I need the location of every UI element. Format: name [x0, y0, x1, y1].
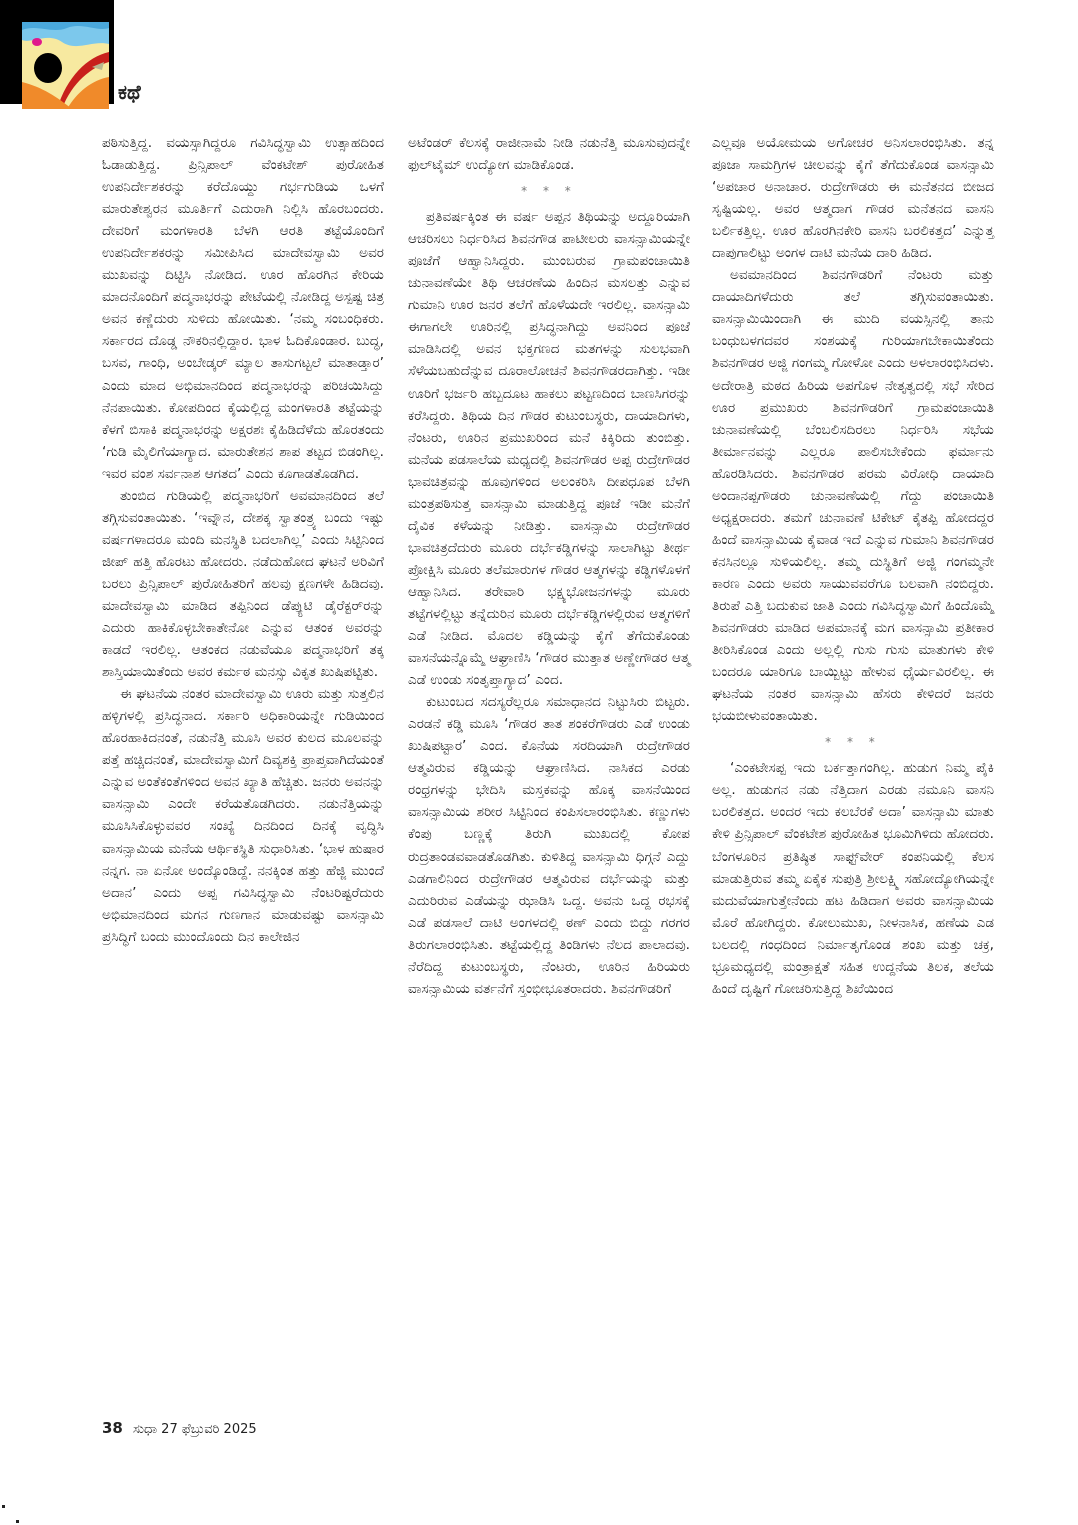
paragraph: ಅವಮಾನದಿಂದ ಶಿವನಗೌಡರಿಗೆ ನೆಂಟರು ಮತ್ತು ದಾಯಾದಿಗಳೆದುರು ತಲೆ ತಗ್ಗಿಸುವಂತಾಯಿತು. ವಾಸನ್ಸಾಮಿಯಿಂದಾಗಿ ಈ ಮುದಿ ವಯಸ್ಸಿನಲ್ಲಿ ತಾನು ಬಂಧುಬಳಗದವರ ಸಂಶಯಕ್ಕೆ ಗುರಿಯಾಗಬೇಕಾಯಿತೆಂದು ಶಿವನಗೌಡರ ಅಜ್ಜಿ ಗಂಗಮ್ಮ ಗೋಳೋ ಎಂದು ಅಳಲಾರಂಭಿಸಿದಳು. ಅದೇರಾತ್ರಿ ಮಠದ ಹಿರಿಯ ಅಪಗೊಳ ನೇತೃತ್ವದಲ್ಲಿ ಸಭೆ ಸೇರಿದ ಊರ ಪ್ರಮುಖರು ಶಿವನಗೌಡರಿಗೆ ಗ್ರಾಮಪಂಚಾಯಿತಿ ಚುನಾವಣೆಯಲ್ಲಿ ಬೆಂಬಲಿಸದಿರಲು ನಿರ್ಧರಿಸಿ ಸಭೆಯ ತೀರ್ಮಾನವನ್ನು ಎಲ್ಲರೂ ಪಾಲಿಸಬೇಕೆಂದು ಫರ್ಮಾನು ಹೊರಡಿಸಿದರು. ಶಿವನಗೌಡರ ಪರಮ ವಿರೋಧಿ ದಾಯಾದಿ ಅಂದಾನಪ್ಪಗೌಡರು ಚುನಾವಣೆಯಲ್ಲಿ ಗೆದ್ದು ಪಂಚಾಯಿತಿ ಅಧ್ಯಕ್ಷರಾದರು. ತಮಗೆ ಚುನಾವಣೆ ಟಿಕೇಟ್ ಕೈತಪ್ಪಿ ಹೋದದ್ದರ ಹಿಂದೆ ವಾಸನ್ಸಾಮಿಯ ಕೈವಾಡ ಇದೆ ಎನ್ನುವ ಗುಮಾನಿ ಶಿವನಗೌಡರ ಕನಸಿನಲ್ಲೂ ಸುಳಿಯಲಿಲ್ಲ. ತಮ್ಮ ದುಸ್ಥಿತಿಗೆ ಅಜ್ಜಿ ಗಂಗಮ್ಮನೇ ಕಾರಣ ಎಂದು ಅವರು ಸಾಯುವವರೆಗೂ ಬಲವಾಗಿ ನಂಬಿದ್ದರು. ತಿರುಪೆ ಎತ್ತಿ ಬದುಕುವ ಜಾತಿ ಎಂದು ಗವಿಸಿದ್ಧಸ್ವಾಮಿಗೆ ಹಿಂದೊಮ್ಮೆ ಶಿವನಗೌಡರು ಮಾಡಿದ ಅಪಮಾನಕ್ಕೆ ಮಗ ವಾಸನ್ಸಾಮಿ ಪ್ರತೀಕಾರ ತೀರಿಸಿಕೊಂಡ ಎಂದು ಅಲ್ಲಲ್ಲಿ ಗುಸು ಗುಸು ಮಾತುಗಳು ಕೇಳಿ ಬಂದರೂ ಯಾರಿಗೂ ಬಾಯ್ಬಿಟ್ಟು ಹೇಳುವ ಧೈರ್ಯವಿರಲಿಲ್ಲ. ಈ ಘಟನೆಯ ನಂತರ ವಾಸನ್ಸಾಮಿ ಹೆಸರು ಕೇಳಿದರೆ ಜನರು ಭಯಬೀಳುವಂತಾಯಿತು. — [712, 267, 994, 725]
article-column-2 — [408, 132, 690, 1000]
section-break-stars: * * * — [521, 184, 577, 199]
page-footer — [102, 1419, 257, 1437]
paragraph: ಕುಟುಂಬದ ಸದಸ್ಯರೆಲ್ಲರೂ ಸಮಾಧಾನದ ನಿಟ್ಟುಸಿರು ಬಿಟ್ಟರು. ಎರಡನೆ ಕಡ್ಡಿ ಮೂಸಿ ‘ಗೌಡರ ತಾತ ಶಂಕರೆಗೌಡರು ಎಡೆ ಉಂಡು ಖುಷಿಪಟ್ಟಾರ’ ಎಂದ. ಕೊನೆಯ ಸರದಿಯಾಗಿ ರುದ್ರೇಗೌಡರ ಆತ್ಮವಿರುವ ಕಡ್ಡಿಯನ್ನು ಆಘ್ರಾಣಿಸಿದ. ನಾಸಿಕದ ಎರಡು ರಂಧ್ರಗಳನ್ನು ಭೇದಿಸಿ ಮಸ್ತಕವನ್ನು ಹೊಕ್ಕ ವಾಸನೆಯಿಂದ ವಾಸನ್ಸಾಮಿಯ ಶರೀರ ಸಿಟ್ಟಿನಿಂದ ಕಂಪಿಸಲಾರಂಭಿಸಿತು. ಕಣ್ಣುಗಳು ಕೆಂಪು ಬಣ್ಣಕ್ಕೆ ತಿರುಗಿ ಮುಖದಲ್ಲಿ ಕೋಪ ರುದ್ರತಾಂಡವವಾಡತೊಡಗಿತು. ಕುಳಿತಿದ್ದ ವಾಸನ್ಸಾಮಿ ಧಿಗ್ಗನೆ ಎದ್ದು ಎಡಗಾಲಿನಿಂದ ರುದ್ರೇಗೌಡರ ಆತ್ಮವಿರುವ ದರ್ಭೆಯನ್ನು ಮತ್ತು ಎದುರಿರುವ ಎಡೆಯನ್ನು ಝಾಡಿಸಿ ಒದ್ದ. ಅವನು ಒದ್ದ ರಭಸಕ್ಕೆ ಎಡೆ ಪಡಸಾಲೆ ದಾಟಿ ಅಂಗಳದಲ್ಲಿ ಠಣ್ ಎಂದು ಬಿದ್ದು ಗರಗರ ತಿರುಗಲಾರಂಭಿಸಿತು. ತಟ್ಟೆಯಲ್ಲಿದ್ದ ತಿಂಡಿಗಳು ನೆಲದ ಪಾಲಾದವು. ನೆರೆದಿದ್ದ ಕುಟುಂಬಸ್ಥರು, ನೆಂಟರು, ಊರಿನ ಹಿರಿಯರು ವಾಸನ್ಸಾಮಿಯ ವರ್ತನೆಗೆ ಸ್ತಂಭೀಭೂತರಾದರು. ಶಿವನಗೌಡರಿಗೆ — [408, 694, 690, 997]
article-column-1 — [102, 132, 384, 948]
paragraph: ಎಲ್ಲವೂ ಅಯೋಮಯ ಅಗೋಚರ ಅನಿಸಲಾರಂಭಿಸಿತು. ತನ್ನ ಪೂಜಾ ಸಾಮಗ್ರಿಗಳ ಚೀಲವನ್ನು ಕೈಗೆ ತೆಗೆದುಕೊಂಡ ವಾಸನ್ಸಾಮಿ ‘ಅಪಚಾರ ಅನಾಚಾರ. ರುದ್ರೇಗೌಡರು ಈ ಮನೆತನದ ಬೀಜದ ಸೃಷ್ಟಿಯಲ್ಲ. ಅವರ ಆತ್ಮದಾಗ ಗೌಡರ ಮನೆತನದ ವಾಸನಿ ಬರ್ಲಿಕತ್ತಿಲ್ಲ. ಊರ ಹೊರಗಿನಕೇರಿ ವಾಸನಿ ಬರಲಿಕತ್ತದ’ ಎನ್ನುತ್ತ ದಾಪುಗಾಲಿಟ್ಟು ಅಂಗಳ ದಾಟಿ ಮನೆಯ ದಾರಿ ಹಿಡಿದ. — [712, 135, 994, 262]
section-break-stars: * * * — [825, 735, 881, 750]
abstract-art-logo-icon — [22, 22, 109, 109]
crop-mark — [2, 1505, 5, 1508]
article-column-3 — [712, 132, 994, 1000]
section-label: ಕಥೆ — [118, 80, 141, 104]
publication-date: ಸುಧಾ 27 ಫೆಬ್ರುವರಿ 2025 — [133, 1422, 257, 1437]
paragraph: ಈ ಘಟನೆಯ ನಂತರ ಮಾದೇವಸ್ವಾಮಿ ಊರು ಮತ್ತು ಸುತ್ತಲಿನ ಹಳ್ಳಿಗಳಲ್ಲಿ ಪ್ರಸಿದ್ಧನಾದ. ಸರ್ಕಾರಿ ಅಧಿಕಾರಿಯನ್ನೇ ಗುಡಿಯಿಂದ ಹೊರಹಾಕಿದನಂತೆ, ನಡುನೆತ್ತಿ ಮೂಸಿ ಅವರ ಕುಲದ ಮೂಲವನ್ನು ಪತ್ತೆ ಹಚ್ಚಿದನಂತೆ, ಮಾದೇವಸ್ವಾಮಿಗೆ ದಿವ್ಯಶಕ್ತಿ ಪ್ರಾಪ್ತವಾಗಿದೆಯಂತೆ ಎನ್ನುವ ಅಂತೆಕಂತೆಗಳಿಂದ ಅವನ ಖ್ಯಾತಿ ಹೆಚ್ಚಿತು. ಜನರು ಅವನನ್ನು ವಾಸನ್ಸಾಮಿ ಎಂದೇ ಕರೆಯತೊಡಗಿದರು. ನಡುನೆತ್ತಿಯನ್ನು ಮೂಸಿಸಿಕೊಳ್ಳುವವರ ಸಂಖ್ಯೆ ದಿನದಿಂದ ದಿನಕ್ಕೆ ವೃದ್ಧಿಸಿ ವಾಸನ್ಸಾಮಿಯ ಮನೆಯ ಆರ್ಥಿಕಸ್ಥಿತಿ ಸುಧಾರಿಸಿತು. ‘ಭಾಳ ಹುಷಾರ ನನ್ನಗ. ನಾ ಏನೋ ಅಂದ್ಕೊಂಡಿದ್ದೆ. ನನಕ್ಕಿಂತ ಹತ್ತು ಹೆಜ್ಜಿ ಮುಂದೆ ಅದಾನ’ ಎಂದು ಅಪ್ಪ ಗವಿಸಿದ್ಧಸ್ವಾಮಿ ನೆಂಟರಿಷ್ಟರೆದುರು ಅಭಿಮಾನದಿಂದ ಮಗನ ಗುಣಗಾನ ಮಾಡುವಷ್ಟು ವಾಸನ್ಸಾಮಿ ಪ್ರಸಿದ್ಧಿಗೆ ಬಂದು ಮುಂದೊಂದು ದಿನ ಕಾಲೇಜಿನ — [102, 686, 384, 945]
paragraph: ತುಂಬಿದ ಗುಡಿಯಲ್ಲಿ ಪದ್ಮನಾಭರಿಗೆ ಅವಮಾನದಿಂದ ತಲೆ ತಗ್ಗಿಸುವಂತಾಯಿತು. ‘ಇವ್ನೌನ, ದೇಶಕ್ಕ ಸ್ವಾತಂತ್ರ್ಯ ಬಂದು ಇಷ್ಟು ವರ್ಷಗಳಾದರೂ ಮಂದಿ ಮನಸ್ಥಿತಿ ಬದಲಾಗಿಲ್ಲ’ ಎಂದು ಸಿಟ್ಟಿನಿಂದ ಜೀಪ್ ಹತ್ತಿ ಹೊರಟು ಹೋದರು. ನಡೆದುಹೋದ ಘಟನೆ ಅರಿವಿಗೆ ಬರಲು ಪ್ರಿನ್ಸಿಪಾಲ್ ಪುರೋಹಿತರಿಗೆ ಹಲವು ಕ್ಷಣಗಳೇ ಹಿಡಿದವು. ಮಾದೇವಸ್ವಾಮಿ ಮಾಡಿದ ತಪ್ಪಿನಿಂದ ಡೆಪ್ಯುಟಿ ಡೈರೆಕ್ಟರ್‌ರನ್ನು ಎದುರು ಹಾಕಿಕೊಳ್ಳಬೇಕಾತೇನೋ ಎನ್ನುವ ಆತಂಕ ಅವರನ್ನು ಕಾಡದೆ ಇರಲಿಲ್ಲ. ಆತಂಕದ ನಡುವೆಯೂ ಪದ್ಮನಾಭರಿಗೆ ತಕ್ಕ ಶಾಸ್ತಿಯಾಯಿತೆಂದು ಅವರ ಕರ್ಮಠ ಮನಸ್ಸು ವಿಕೃತ ಖುಷಿಪಟ್ಟಿತು. — [102, 487, 384, 681]
paragraph: ಪಠಿಸುತ್ತಿದ್ದ. ವಯಸ್ಸಾಗಿದ್ದರೂ ಗವಿಸಿದ್ಧಸ್ವಾಮಿ ಉತ್ಸಾಹದಿಂದ ಓಡಾಡುತ್ತಿದ್ದ. ಪ್ರಿನ್ಸಿಪಾಲ್ ವೆಂಕಟೇಶ್ ಪುರೋಹಿತ ಉಪನಿರ್ದೇಶಕರನ್ನು ಕರೆದೊಯ್ದು ಗರ್ಭಗುಡಿಯ ಒಳಗೆ ಮಾರುತೇಶ್ವರನ ಮೂರ್ತಿಗೆ ಎದುರಾಗಿ ನಿಲ್ಲಿಸಿ ಹೊರಬಂದರು. ದೇವರಿಗೆ ಮಂಗಳಾರತಿ ಬೆಳಗಿ ಆರತಿ ತಟ್ಟೆಯೊಂದಿಗೆ ಉಪನಿರ್ದೇಶಕರನ್ನು ಸಮೀಪಿಸಿದ ಮಾದೇವಸ್ವಾಮಿ ಅವರ ಮುಖವನ್ನು ದಿಟ್ಟಿಸಿ ನೋಡಿದ. ಊರ ಹೊರಗಿನ ಕೇರಿಯ ಮಾದನೊಂದಿಗೆ ಪದ್ಮನಾಭರನ್ನು ಪೇಟೆಯಲ್ಲಿ ನೋಡಿದ್ದ ಅಸ್ಪಷ್ಟ ಚಿತ್ರ ಅವನ ಕಣ್ಣೆದುರು ಸುಳಿದು ಹೋಯಿತು. ‘ನಮ್ಮ ಸಂಬಂಧಿಕರು. ಸರ್ಕಾರದ ದೊಡ್ಡ ನೌಕರಿನಲ್ಲಿದ್ದಾರ. ಭಾಳ ಓದಿಕೊಂಡಾರ. ಬುದ್ಧ, ಬಸವ, ಗಾಂಧಿ, ಅಂಬೇಡ್ಕರ್ ಮ್ಯಾಲ ತಾಸುಗಟ್ಟಲೆ ಮಾತಾಡ್ತಾರ’ ಎಂದು ಮಾದ ಅಭಿಮಾನದಿಂದ ಪದ್ಮನಾಭರನ್ನು ಪರಿಚಯಿಸಿದ್ದು ನೆನಪಾಯಿತು. ಕೋಪದಿಂದ ಕೈಯಲ್ಲಿದ್ದ ಮಂಗಳಾರತಿ ತಟ್ಟೆಯನ್ನು ಕೆಳಗೆ ಬಿಸಾಕಿ ಪದ್ಮನಾಭರನ್ನು ಅಕ್ಷರಶಃ ಕೈಹಿಡಿದೆಳೆದು ಹೊರತಂದು ‘ಗುಡಿ ಮೈಲಿಗೆಯಾಗ್ಯಾದ. ಮಾರುತೇಶನ ಶಾಪ ತಟ್ಟದ ಬಿಡಂಗಿಲ್ಲ. ಇವರ ವಂಶ ಸರ್ವನಾಶ ಆಗತದ’ ಎಂದು ಕೂಗಾಡತೊಡಗಿದ. — [102, 135, 384, 482]
crop-mark — [16, 1520, 19, 1523]
paragraph: ಅಟೆಂಡರ್ ಕೆಲಸಕ್ಕೆ ರಾಜೀನಾಮೆ ನೀಡಿ ನಡುನೆತ್ತಿ ಮೂಸುವುದನ್ನೇ ಫುಲ್‌ಟೈಮ್ ಉದ್ಯೋಗ ಮಾಡಿಕೊಂಡ. — [408, 135, 690, 174]
paragraph: ಪ್ರತಿವರ್ಷಕ್ಕಿಂತ ಈ ವರ್ಷ ಅಪ್ಪನ ತಿಥಿಯನ್ನು ಅದ್ದೂರಿಯಾಗಿ ಆಚರಿಸಲು ನಿರ್ಧರಿಸಿದ ಶಿವನಗೌಡ ಪಾಟೀಲರು ವಾಸನ್ಸಾಮಿಯನ್ನೇ ಪೂಜೆಗೆ ಆಹ್ವಾನಿಸಿದ್ದರು. ಮುಂಬರುವ ಗ್ರಾಮಪಂಚಾಯಿತಿ ಚುನಾವಣೆಯೇ ತಿಥಿ ಆಚರಣೆಯ ಹಿಂದಿನ ಮಸಲತ್ತು ಎನ್ನುವ ಗುಮಾನಿ ಊರ ಜನರ ತಲೆಗೆ ಹೊಳೆಯದೇ ಇರಲಿಲ್ಲ. ವಾಸನ್ಸಾಮಿ ಈಗಾಗಲೇ ಊರಿನಲ್ಲಿ ಪ್ರಸಿದ್ಧನಾಗಿದ್ದು ಅವನಿಂದ ಪೂಜೆ ಮಾಡಿಸಿದಲ್ಲಿ ಅವನ ಭಕ್ತಗಣದ ಮತಗಳನ್ನು ಸುಲಭವಾಗಿ ಸೆಳೆಯಬಹುದೆನ್ನುವ ದೂರಾಲೋಚನೆ ಶಿವನಗೌಡರದಾಗಿತ್ತು. ಇಡೀ ಊರಿಗೆ ಭರ್ಜರಿ ಹಬ್ಬದೂಟ ಹಾಕಲು ಪಟ್ಟಣದಿಂದ ಬಾಣಸಿಗರನ್ನು ಕರೆಸಿದ್ದರು. ತಿಥಿಯ ದಿನ ಗೌಡರ ಕುಟುಂಬಸ್ಥರು, ದಾಯಾದಿಗಳು, ನೆಂಟರು, ಊರಿನ ಪ್ರಮುಖರಿಂದ ಮನೆ ಕಿಕ್ಕಿರಿದು ತುಂಬಿತ್ತು. ಮನೆಯ ಪಡಸಾಲೆಯ ಮಧ್ಯದಲ್ಲಿ ಶಿವನಗೌಡರ ಅಪ್ಪ ರುದ್ರೇಗೌಡರ ಭಾವಚಿತ್ರವನ್ನು ಹೂವುಗಳಿಂದ ಅಲಂಕರಿಸಿ ದೀಪಧೂಪ ಬೆಳಗಿ ಮಂತ್ರಪಠಿಸುತ್ತ ವಾಸನ್ಸಾಮಿ ಮಾಡುತ್ತಿದ್ದ ಪೂಜೆ ಇಡೀ ಮನೆಗೆ ದೈವಿಕ ಕಳೆಯನ್ನು ನೀಡಿತ್ತು. ವಾಸನ್ಸಾಮಿ ರುದ್ರೇಗೌಡರ ಭಾವಚಿತ್ರದೆದುರು ಮೂರು ದರ್ಭೆಕಡ್ಡಿಗಳನ್ನು ಸಾಲಾಗಿಟ್ಟು ತೀರ್ಥ ಪ್ರೋಕ್ಷಿಸಿ ಮೂರು ತಲೆಮಾರುಗಳ ಗೌಡರ ಆತ್ಮಗಳನ್ನು ಕಡ್ಡಿಗಳೊಳಗೆ ಆಹ್ವಾನಿಸಿದ. ತರೇವಾರಿ ಭಕ್ಷ್ಯಭೋಜನಗಳನ್ನು ಮೂರು ತಟ್ಟೆಗಳಲ್ಲಿಟ್ಟು ತನ್ನೆದುರಿನ ಮೂರು ದರ್ಭೆಕಡ್ಡಿಗಳಲ್ಲಿರುವ ಆತ್ಮಗಳಿಗೆ ಎಡೆ ನೀಡಿದ. ಮೊದಲ ಕಡ್ಡಿಯನ್ನು ಕೈಗೆ ತೆಗೆದುಕೊಂಡು ವಾಸನೆಯನ್ನೊಮ್ಮೆ ಆಘ್ರಾಣಿಸಿ ‘ಗೌಡರ ಮುತ್ತಾತ ಅಣ್ಣೇಗೌಡರ ಆತ್ಮ ಎಡೆ ಉಂಡು ಸಂತೃಪ್ತಾಗ್ಯಾದ’ ಎಂದ. — [408, 209, 690, 689]
paragraph: ‘ಎಂಕಟೇಸಪ್ಪ ಇದು ಬರ್ಕತ್ತಾಗಂಗಿಲ್ಲ. ಹುಡುಗ ನಿಮ್ಮ ಪೈಕಿ ಅಲ್ಲ. ಹುಡುಗನ ನಡು ನೆತ್ತಿದಾಗ ಎರಡು ನಮೂನಿ ವಾಸನಿ ಬರಲಿಕತ್ತದ. ಅಂದರ ಇದು ಕಲಬೆರಕೆ ಅದಾ’ ವಾಸನ್ಸಾಮಿ ಮಾತು ಕೇಳಿ ಪ್ರಿನ್ಸಿಪಾಲ್ ವೆಂಕಟೇಶ ಪುರೋಹಿತ ಭೂಮಿಗಿಳಿದು ಹೋದರು. ಬೆಂಗಳೂರಿನ ಪ್ರತಿಷ್ಠಿತ ಸಾಫ್ಟ್‌ವೇರ್ ಕಂಪನಿಯಲ್ಲಿ ಕೆಲಸ ಮಾಡುತ್ತಿರುವ ತಮ್ಮ ಏಕೈಕ ಸುಪುತ್ರಿ ಶ್ರೀಲಕ್ಷ್ಮಿ ಸಹೋದ್ಯೋಗಿಯನ್ನೇ ಮದುವೆಯಾಗುತ್ತೇನೆಂದು ಹಟ ಹಿಡಿದಾಗ ಅವರು ವಾಸನ್ಸಾಮಿಯ ಮೊರೆ ಹೋಗಿದ್ದರು. ಕೋಲುಮುಖ, ನೀಳನಾಸಿಕ, ಹಣೆಯ ಎಡ ಬಲದಲ್ಲಿ ಗಂಧದಿಂದ ನಿರ್ಮಾತೃಗೊಂಡ ಶಂಖ ಮತ್ತು ಚಕ್ರ, ಭ್ರೂಮಧ್ಯದಲ್ಲಿ ಮಂತ್ರಾಕ್ಷತೆ ಸಹಿತ ಉದ್ದನೆಯ ತಿಲಕ, ತಲೆಯ ಹಿಂದೆ ದೃಷ್ಟಿಗೆ ಗೋಚರಿಸುತ್ತಿದ್ದ ಶಿಖೆಯಿಂದ — [712, 760, 994, 997]
page-number: 38 — [102, 1419, 123, 1437]
